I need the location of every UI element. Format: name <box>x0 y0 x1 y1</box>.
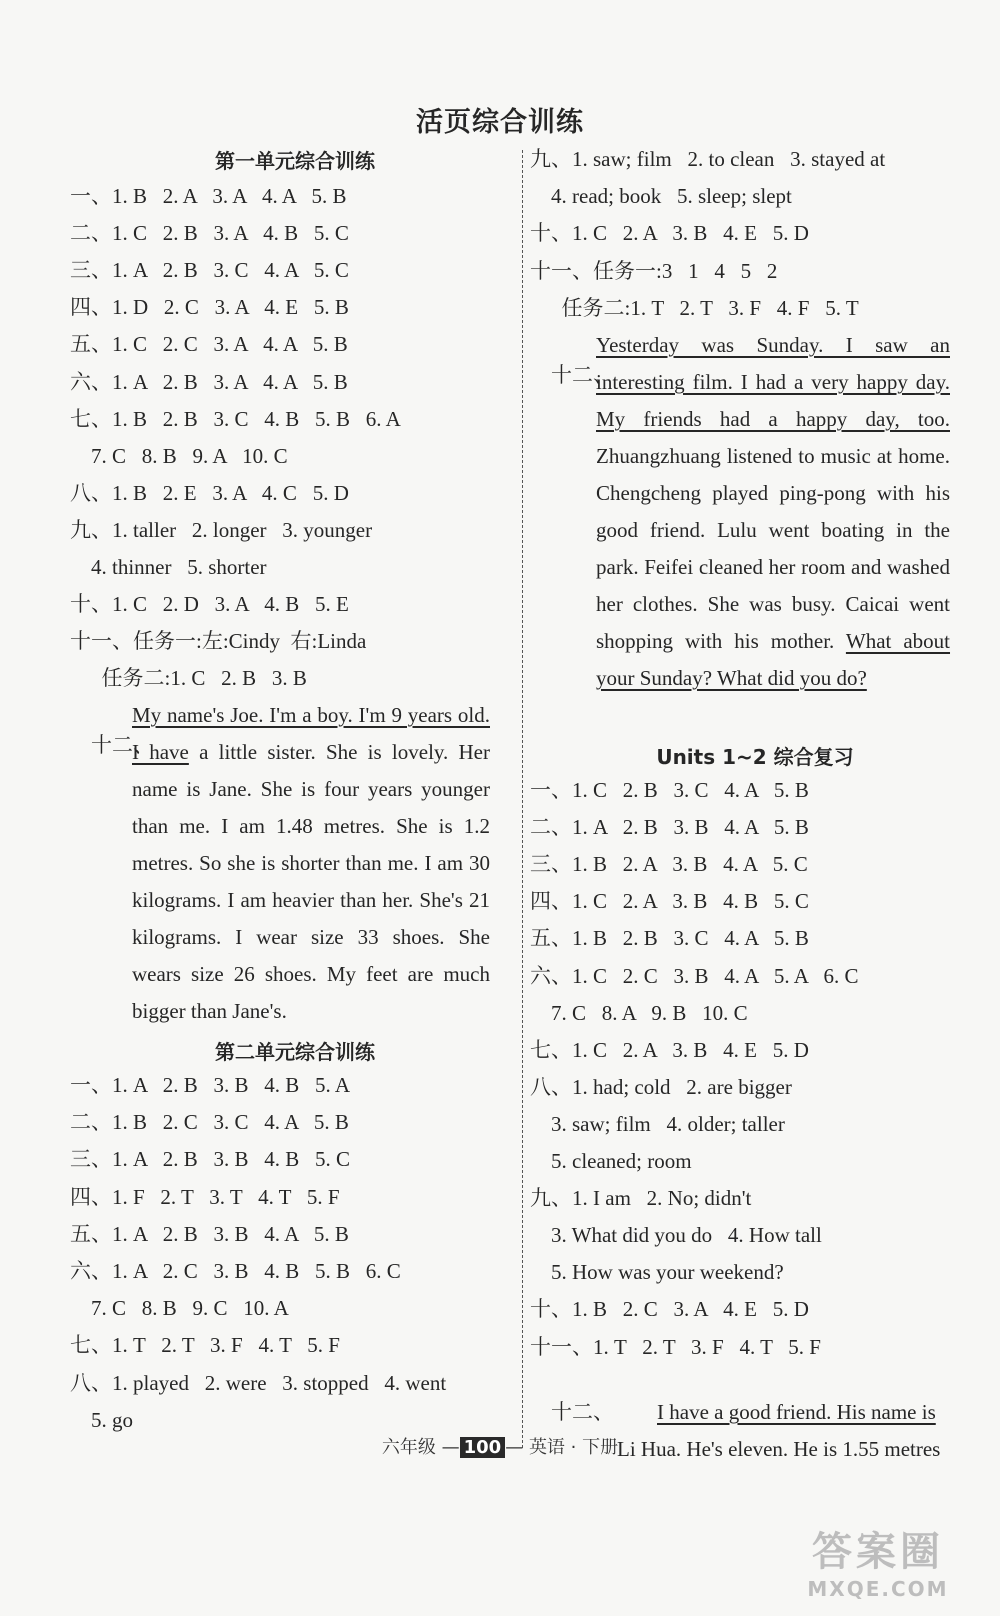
review-answer-line: 六、1. C 2. C 3. B 4. A 5. A 6. C <box>530 963 859 988</box>
unit1-heading: 第一单元综合训练 <box>215 149 375 173</box>
review-answer-line: 四、1. C 2. A 3. B 4. B 5. C <box>530 889 809 914</box>
unit1-answer-line: 九、1. taller 2. longer 3. younger <box>70 517 373 542</box>
unit1-answer-line: 7. C 8. B 9. A 10. C <box>70 443 288 468</box>
review-answer-line: 九、1. I am 2. No; didn't <box>530 1186 752 1211</box>
page-title: 活页综合训练 <box>416 107 584 138</box>
page-number: 100 <box>460 1437 506 1458</box>
essay-body-text: Zhuangzhuang listened to music at home. Chengcheng played ping-pong with his good friend. Lulu went boating in the park. Feifei cleaned her room and washed her clothes. She was busy. Caicai went shopping with his mother. <box>596 444 950 653</box>
review-essay-line1: I have a good friend. His name is <box>657 1400 936 1424</box>
review-answer-line: 十、1. B 2. C 3. A 4. E 5. D <box>530 1297 809 1322</box>
watermark-text: 答案圈 <box>812 1529 944 1575</box>
unit2-answer-line: 四、1. F 2. T 3. T 4. T 5. F <box>70 1184 340 1209</box>
right-essay <box>596 327 950 697</box>
review-answer-line: 十一、1. T 2. T 3. F 4. T 5. F <box>530 1334 821 1359</box>
review-answer-line: 八、1. had; cold 2. are bigger <box>530 1074 792 1099</box>
right-essay-label: 十二、 <box>551 363 614 387</box>
footer-grade: 六年级 <box>381 1437 436 1458</box>
unit1-answer-line: 五、1. C 2. C 3. A 4. A 5. B <box>70 332 348 357</box>
essay-underlined-text-2: What about your Sunday? What did you do? <box>596 629 951 690</box>
review-heading: Units 1~2 综合复习 <box>656 745 854 769</box>
review-answer-line: 7. C 8. A 9. B 10. C <box>530 1000 748 1025</box>
review-answer-line: 5. cleaned; room <box>530 1149 692 1173</box>
unit1-answer-line: 三、1. A 2. B 3. C 4. A 5. C <box>70 258 349 283</box>
review-answer-line: 二、1. A 2. B 3. B 4. A 5. B <box>530 815 809 840</box>
essay-body-text: a little sister. She is lovely. Her name is Jane. She is four years younger than me. I am 1.48 metres. She is 1.2 metres. So she is shorter than me. I am 30 kilograms. I am heavier than her. She's 21 kilograms. I wear size 33 shoes. She wears size 26 shoes. My feet are much bigger than Jane's. <box>132 740 490 1023</box>
review-answer-line: 5. How was your weekend? <box>530 1260 784 1285</box>
unit1-answer-line: 八、1. B 2. E 3. A 4. C 5. D <box>70 480 349 505</box>
right-answer-line: 十一、任务一:3 1 4 5 2 <box>530 258 778 283</box>
watermark-logo <box>778 1520 978 1600</box>
unit1-answer-line: 十、1. C 2. D 3. A 4. B 5. E <box>70 592 349 617</box>
right-answer-line: 任务二:1. T 2. T 3. F 4. F 5. T <box>530 295 859 320</box>
unit2-answer-line: 一、1. A 2. B 3. B 4. B 5. A <box>70 1073 351 1097</box>
unit2-answer-line: 5. go <box>70 1407 133 1432</box>
unit2-answer-line: 七、1. T 2. T 3. F 4. T 5. F <box>70 1333 340 1358</box>
unit2-heading: 第二单元综合训练 <box>215 1040 375 1064</box>
page-footer: 六年级 — 100 — 英语 · 下册 <box>381 1437 619 1458</box>
right-answer-line: 十、1. C 2. A 3. B 4. E 5. D <box>530 221 809 246</box>
review-answer-line: 七、1. C 2. A 3. B 4. E 5. D <box>530 1037 809 1062</box>
watermark-url: MXQE.COM <box>807 1577 949 1601</box>
unit1-answer-line: 任务二:1. C 2. B 3. B <box>70 666 307 691</box>
review-essay-label: 十二、 <box>551 1400 614 1424</box>
unit1-answer-line: 十一、任务一:左:Cindy 右:Linda <box>70 629 367 654</box>
review-essay-line2: Li Hua. He's eleven. He is 1.55 metres <box>617 1437 941 1461</box>
column-divider <box>522 150 523 1448</box>
review-answer-line: 五、1. B 2. B 3. C 4. A 5. B <box>530 926 809 951</box>
essay-underlined-text: My name's Joe. I'm a boy. I'm 9 years old. I have <box>132 703 490 764</box>
unit2-answer-line: 六、1. A 2. C 3. B 4. B 5. B 6. C <box>70 1259 401 1283</box>
unit1-essay-label: 十二、 <box>91 733 154 757</box>
unit2-answer-line: 7. C 8. B 9. C 10. A <box>70 1296 289 1321</box>
unit1-answer-line: 4. thinner 5. shorter <box>70 555 267 579</box>
review-answer-line: 三、1. B 2. A 3. B 4. A 5. C <box>530 852 808 877</box>
unit1-answer-line: 六、1. A 2. B 3. A 4. A 5. B <box>70 369 348 394</box>
unit1-answer-line: 二、1. C 2. B 3. A 4. B 5. C <box>70 221 349 246</box>
unit2-answer-line: 八、1. played 2. were 3. stopped 4. went <box>70 1370 447 1395</box>
unit1-answer-line: 一、1. B 2. A 3. A 4. A 5. B <box>70 184 347 208</box>
right-answer-line: 4. read; book 5. sleep; slept <box>530 184 792 209</box>
review-answer-line: 3. What did you do 4. How tall <box>530 1223 822 1248</box>
essay-underlined-text: Yesterday was Sunday. I saw an interesting film. I had a very happy day. My friends had a happy day, too. <box>596 333 950 431</box>
unit2-answer-line: 五、1. A 2. B 3. B 4. A 5. B <box>70 1221 349 1246</box>
unit2-answer-line: 二、1. B 2. C 3. C 4. A 5. B <box>70 1110 349 1135</box>
unit2-answer-line: 三、1. A 2. B 3. B 4. B 5. C <box>70 1147 351 1172</box>
right-answer-line: 九、1. saw; film 2. to clean 3. stayed at <box>530 147 886 171</box>
footer-subject: 英语 · 下册 <box>528 1437 619 1458</box>
unit1-answer-line: 七、1. B 2. B 3. C 4. B 5. B 6. A <box>70 406 401 431</box>
review-answer-line: 一、1. C 2. B 3. C 4. A 5. B <box>530 778 809 802</box>
unit1-essay <box>132 697 490 1030</box>
unit1-answer-line: 四、1. D 2. C 3. A 4. E 5. B <box>70 295 349 320</box>
review-answer-line: 3. saw; film 4. older; taller <box>530 1111 785 1136</box>
